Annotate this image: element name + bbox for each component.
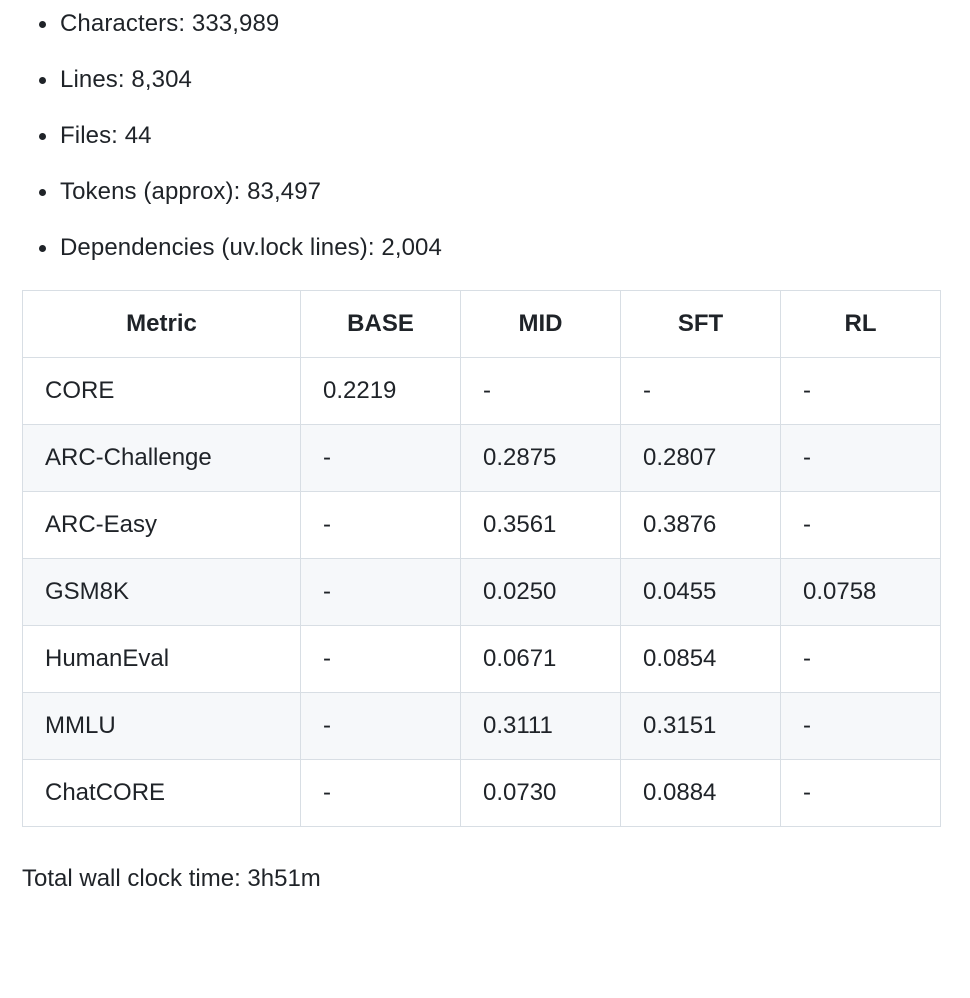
cell-metric: GSM8K [23, 559, 301, 626]
column-header-base: BASE [301, 291, 461, 358]
cell-metric: MMLU [23, 693, 301, 760]
table-row [23, 693, 941, 760]
column-header-rl: RL [781, 291, 941, 358]
cell-metric: ARC-Challenge [23, 425, 301, 492]
column-header-sft: SFT [621, 291, 781, 358]
table-row [23, 626, 941, 693]
table-row [23, 358, 941, 425]
list-item: Tokens (approx): 83,497 [60, 178, 948, 206]
repository-stats-list [22, 10, 948, 262]
column-header-mid: MID [461, 291, 621, 358]
cell-rl: - [781, 760, 941, 827]
cell-metric: CORE [23, 358, 301, 425]
total-wall-clock-time: Total wall clock time: 3h51m [22, 865, 321, 892]
cell-base: - [301, 760, 461, 827]
column-header-metric: Metric [23, 291, 301, 358]
cell-sft: 0.3151 [621, 693, 781, 760]
list-item: Dependencies (uv.lock lines): 2,004 [60, 234, 948, 262]
list-item: Characters: 333,989 [60, 10, 948, 38]
cell-base: - [301, 693, 461, 760]
cell-sft: 0.2807 [621, 425, 781, 492]
table-body [23, 358, 941, 827]
cell-rl: - [781, 358, 941, 425]
cell-mid: 0.0671 [461, 626, 621, 693]
cell-metric: ARC-Easy [23, 492, 301, 559]
cell-metric: HumanEval [23, 626, 301, 693]
cell-rl: - [781, 626, 941, 693]
table-row [23, 492, 941, 559]
table-row [23, 425, 941, 492]
cell-sft: 0.3876 [621, 492, 781, 559]
table-header-row [23, 291, 941, 358]
metrics-table [22, 290, 941, 827]
cell-sft: - [621, 358, 781, 425]
table-header [23, 291, 941, 358]
cell-rl: - [781, 492, 941, 559]
cell-base: - [301, 492, 461, 559]
cell-mid: 0.3111 [461, 693, 621, 760]
table-row [23, 559, 941, 626]
cell-sft: 0.0854 [621, 626, 781, 693]
cell-mid: 0.3561 [461, 492, 621, 559]
cell-sft: 0.0884 [621, 760, 781, 827]
cell-mid: 0.0250 [461, 559, 621, 626]
cell-mid: 0.2875 [461, 425, 621, 492]
cell-base: - [301, 559, 461, 626]
list-item: Lines: 8,304 [60, 66, 948, 94]
cell-base: - [301, 626, 461, 693]
cell-base: - [301, 425, 461, 492]
cell-metric: ChatCORE [23, 760, 301, 827]
table-row [23, 760, 941, 827]
cell-mid: - [461, 358, 621, 425]
cell-sft: 0.0455 [621, 559, 781, 626]
list-item: Files: 44 [60, 122, 948, 150]
cell-base: 0.2219 [301, 358, 461, 425]
cell-rl: - [781, 425, 941, 492]
cell-rl: 0.0758 [781, 559, 941, 626]
cell-rl: - [781, 693, 941, 760]
cell-mid: 0.0730 [461, 760, 621, 827]
